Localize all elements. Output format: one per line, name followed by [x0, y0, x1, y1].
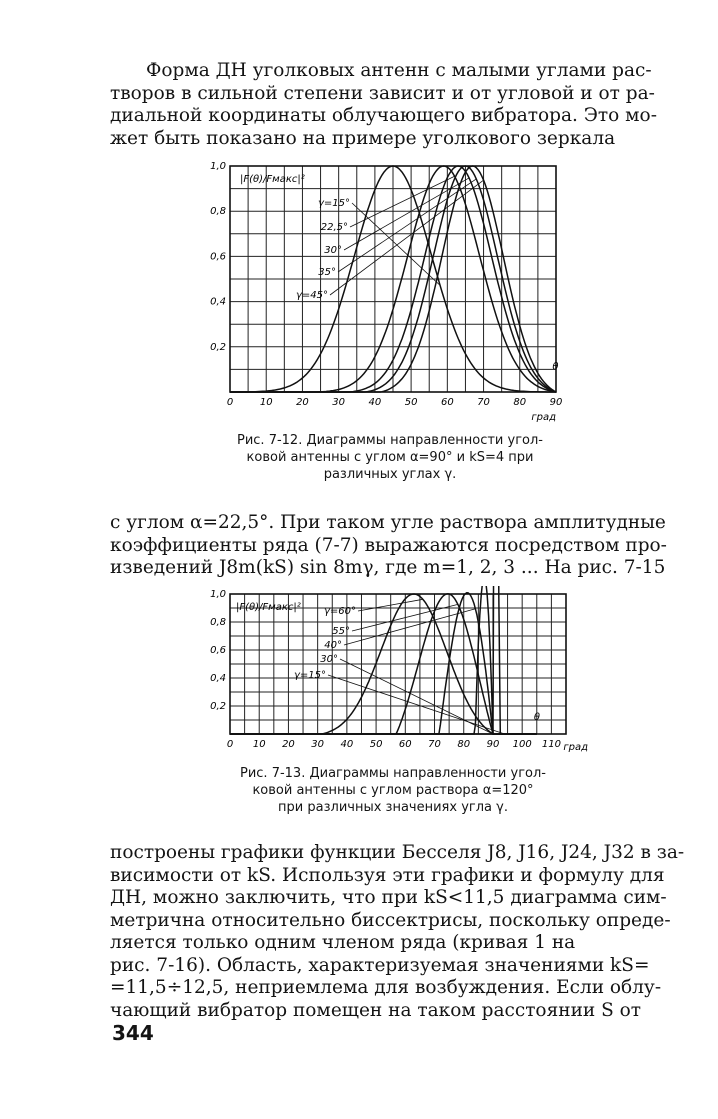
series-label: 40° [324, 640, 342, 651]
caption-line: Рис. 7-13. Диаграммы направленности угол- [240, 766, 546, 781]
caption-line: различных углах γ. [323, 467, 457, 482]
y-axis-formula: |F(θ)/Fмакс|² [240, 174, 305, 185]
figure-7-13-chart [200, 586, 600, 758]
text-line: висимости от kS. Используя эти графики и формулу для [110, 864, 665, 886]
series-label: γ=15° [317, 198, 350, 209]
page-number: 344 [112, 1021, 154, 1045]
text-line: диальной координаты облучающего вибратора. Это мо- [110, 105, 657, 126]
figure-7-12-chart [200, 158, 580, 428]
caption-line: при различных значениях угла γ. [278, 800, 508, 815]
y-tick-label: 0,2 [210, 701, 226, 712]
x-tick-label: 80 [513, 397, 527, 408]
x-tick-label: 50 [369, 739, 383, 750]
x-tick-label: 0 [226, 397, 234, 408]
x-tick-label: 10 [259, 397, 273, 408]
text-line: метрична относительно биссектрисы, поскольку опреде- [110, 909, 671, 931]
x-tick-label: 20 [296, 397, 309, 408]
text-line: с углом α=22,5°. При таком угле раствора амплитудные [110, 512, 666, 533]
paragraph-bessel [110, 842, 685, 1022]
caption-line: Рис. 7-12. Диаграммы направленности угол- [237, 433, 543, 448]
text-line: построены графики функции Бесселя J8, J16, J24, J32 в за- [110, 842, 685, 863]
theta-label: θ [552, 361, 559, 373]
x-tick-label: 0 [226, 739, 234, 750]
x-tick-label: 90 [486, 739, 500, 750]
y-tick-label: 0,6 [210, 645, 226, 656]
y-tick-label: 0,2 [210, 341, 226, 353]
text-line: ДН, можно заключить, что при kS<11,5 диаграмма сим- [110, 887, 667, 908]
x-tick-label: 50 [404, 397, 418, 408]
series-label: γ=15° [293, 670, 326, 681]
x-tick-label: 10 [252, 739, 266, 750]
x-tick-label: 80 [457, 739, 471, 750]
x-tick-label: 90 [549, 397, 563, 408]
series-label: 55° [332, 626, 350, 637]
x-tick-label: 30 [332, 397, 346, 408]
y-tick-label: 0,8 [210, 617, 226, 628]
series-label: γ=45° [295, 290, 328, 301]
y-tick-label: 0,8 [210, 206, 226, 218]
x-tick-label: 20 [282, 739, 295, 750]
x-tick-label: 30 [311, 739, 325, 750]
text-line: жет быть показано на примере уголкового зеркала [110, 127, 616, 149]
y-tick-label: 1,0 [210, 589, 226, 600]
x-tick-label: 110 [541, 739, 561, 750]
figure-7-13-caption [198, 765, 588, 816]
y-tick-label: 0,6 [210, 251, 226, 263]
text-line: Форма ДН уголковых антенн с малыми углами рас- [146, 60, 652, 81]
x-tick-label: 100 [512, 739, 532, 750]
paragraph-intro [110, 60, 672, 150]
y-tick-label: 0,4 [210, 673, 226, 684]
x-tick-label: 60 [398, 739, 412, 750]
figure-7-12-caption [200, 432, 580, 483]
x-tick-label: 40 [340, 739, 354, 750]
leader-line [330, 180, 484, 295]
series-label: 35° [318, 267, 336, 278]
leader-line [344, 609, 475, 645]
text-line: чающий вибратор помещен на таком расстоянии S от [110, 999, 642, 1021]
series-label: 30° [320, 654, 338, 665]
series-label: 30° [324, 245, 342, 256]
text-line: творов в сильной степени зависит и от угловой и от ра- [110, 82, 655, 104]
y-tick-label: 0,4 [210, 296, 226, 308]
paragraph-middle [110, 512, 672, 580]
series-label: γ=60° [323, 606, 356, 617]
text-line: ляется только одним членом ряда (кривая 1 на [110, 932, 576, 953]
x-tick-label: 60 [440, 397, 454, 408]
theta-label: θ [533, 712, 540, 723]
x-tick-label: 40 [368, 397, 382, 408]
text-line: =11,5÷12,5, неприемлема для возбуждения. Если облу- [110, 977, 662, 998]
x-axis-unit: град [531, 412, 556, 423]
x-axis-unit: град [563, 742, 588, 753]
x-tick-label: 70 [428, 739, 441, 750]
y-tick-label: 1,0 [210, 161, 226, 172]
series-label: 22,5° [320, 222, 348, 233]
caption-line: ковой антенны с углом раствора α=120° [252, 783, 534, 798]
caption-line: ковой антенны с углом α=90° и kS=4 при [246, 450, 534, 465]
text-line: коэффициенты ряда (7-7) выражаются посредством про- [110, 534, 667, 556]
x-tick-label: 70 [477, 397, 490, 408]
text-line: изведений J8m(kS) sin 8mγ, где m=1, 2, 3 ... На рис. 7-15 [110, 557, 666, 578]
text-line: рис. 7-16). Область, характеризуемая значениями kS= [110, 954, 650, 976]
y-axis-formula: |F(θ)/Fмакс|² [236, 602, 301, 613]
